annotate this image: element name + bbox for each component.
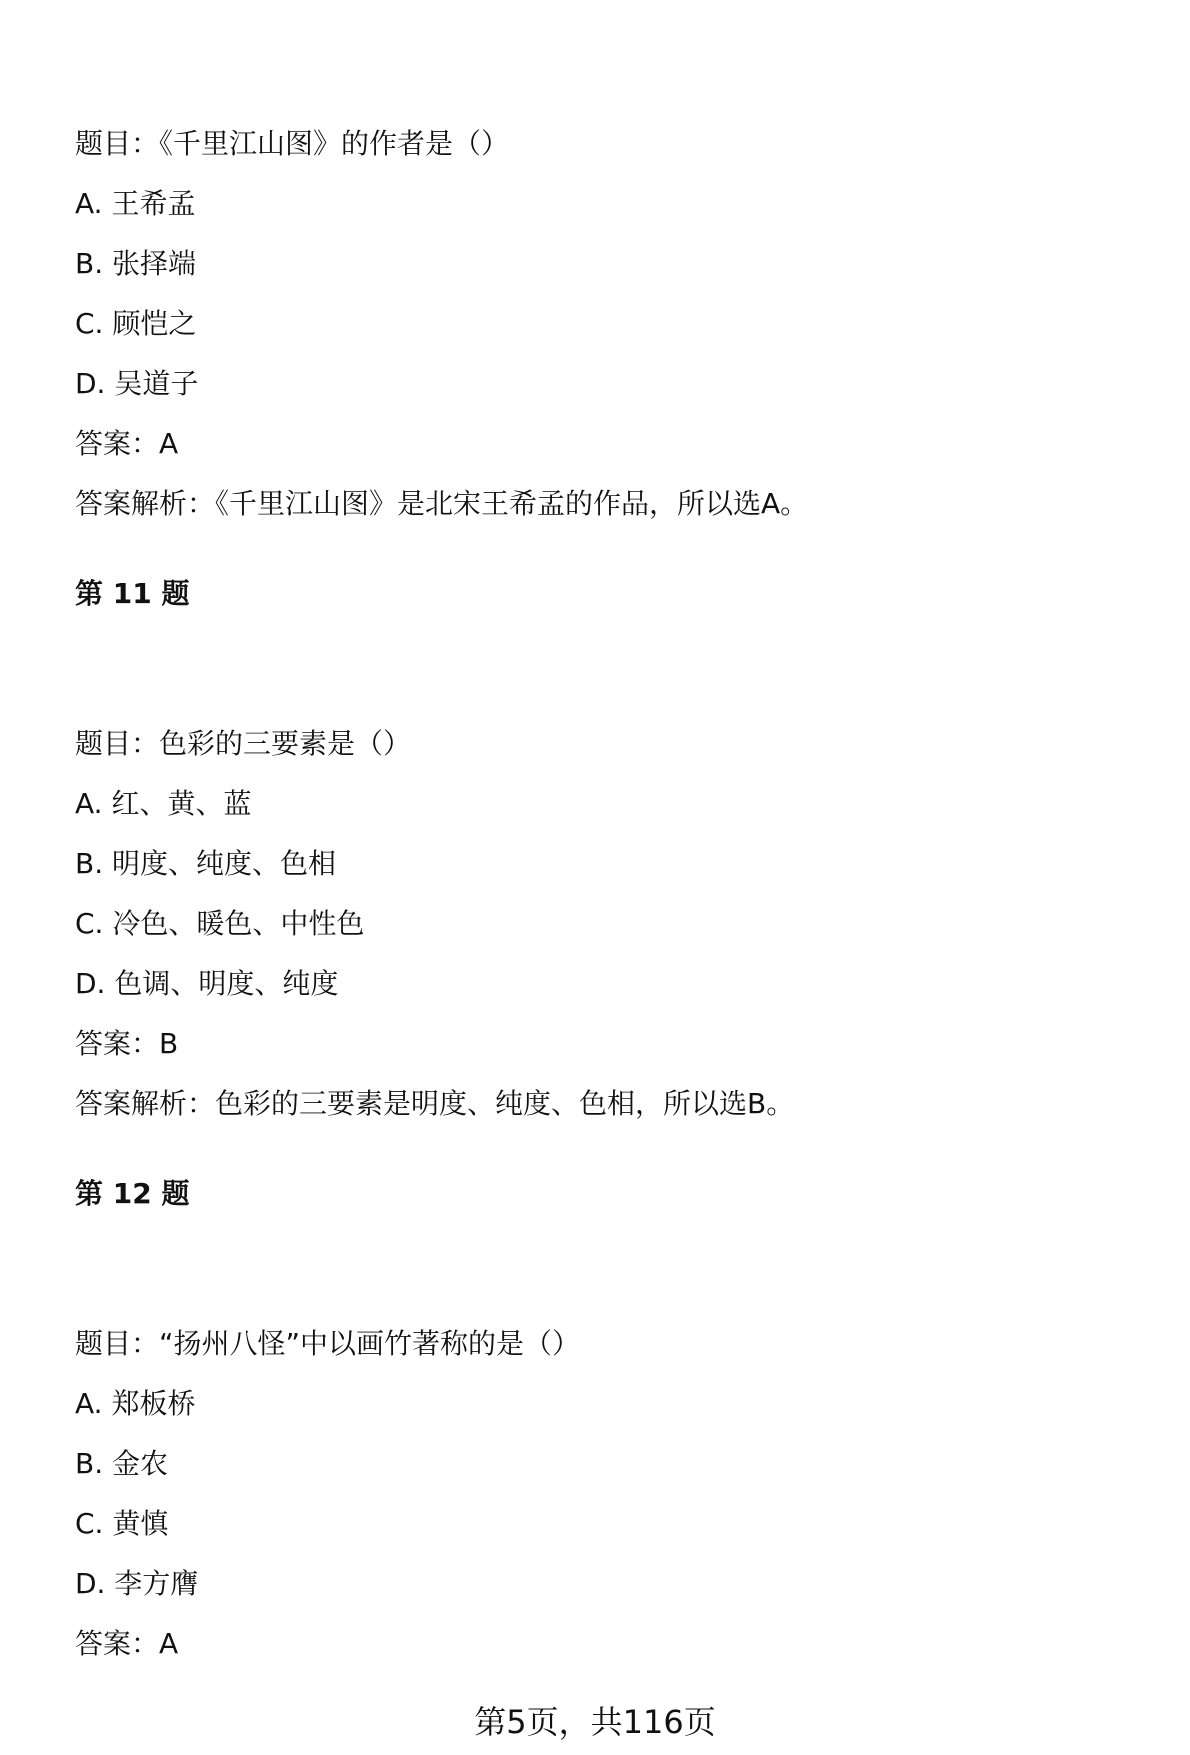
question-10-explanation: 答案解析：《千里江山图》是北宋王希孟的作品，所以选A。 bbox=[75, 487, 809, 520]
question-12-option-c: C. 黄慎 bbox=[75, 1507, 169, 1540]
question-11-answer: 答案：B bbox=[75, 1027, 179, 1060]
question-10-text: 题目：《千里江山图》的作者是（） bbox=[75, 127, 510, 160]
question-11-option-c: C. 冷色、暖色、中性色 bbox=[75, 907, 365, 940]
question-12-option-a: A. 郑板桥 bbox=[75, 1387, 196, 1420]
question-11-explanation: 答案解析：色彩的三要素是明度、纯度、色相，所以选B。 bbox=[75, 1087, 795, 1120]
question-11-option-a: A. 红、黄、蓝 bbox=[75, 787, 252, 820]
question-10-option-d: D. 吴道子 bbox=[75, 367, 199, 400]
question-10-option-b: B. 张择端 bbox=[75, 247, 197, 280]
question-11-heading: 第 11 题 bbox=[75, 577, 190, 610]
question-12-option-b: B. 金农 bbox=[75, 1447, 169, 1480]
page-number: 第5页，共116页 bbox=[474, 1703, 716, 1741]
question-11-text: 题目：色彩的三要素是（） bbox=[75, 727, 412, 760]
question-10-option-c: C. 顾恺之 bbox=[75, 307, 197, 340]
question-12-option-d: D. 李方膺 bbox=[75, 1567, 199, 1600]
question-12-answer: 答案：A bbox=[75, 1627, 179, 1660]
question-10-answer: 答案：A bbox=[75, 427, 179, 460]
question-11-option-d: D. 色调、明度、纯度 bbox=[75, 967, 339, 1000]
question-10-option-a: A. 王希孟 bbox=[75, 187, 196, 220]
question-11-option-b: B. 明度、纯度、色相 bbox=[75, 847, 337, 880]
question-12-heading: 第 12 题 bbox=[75, 1177, 190, 1210]
question-12-text: 题目：“扬州八怪”中以画竹著称的是（） bbox=[75, 1327, 581, 1360]
